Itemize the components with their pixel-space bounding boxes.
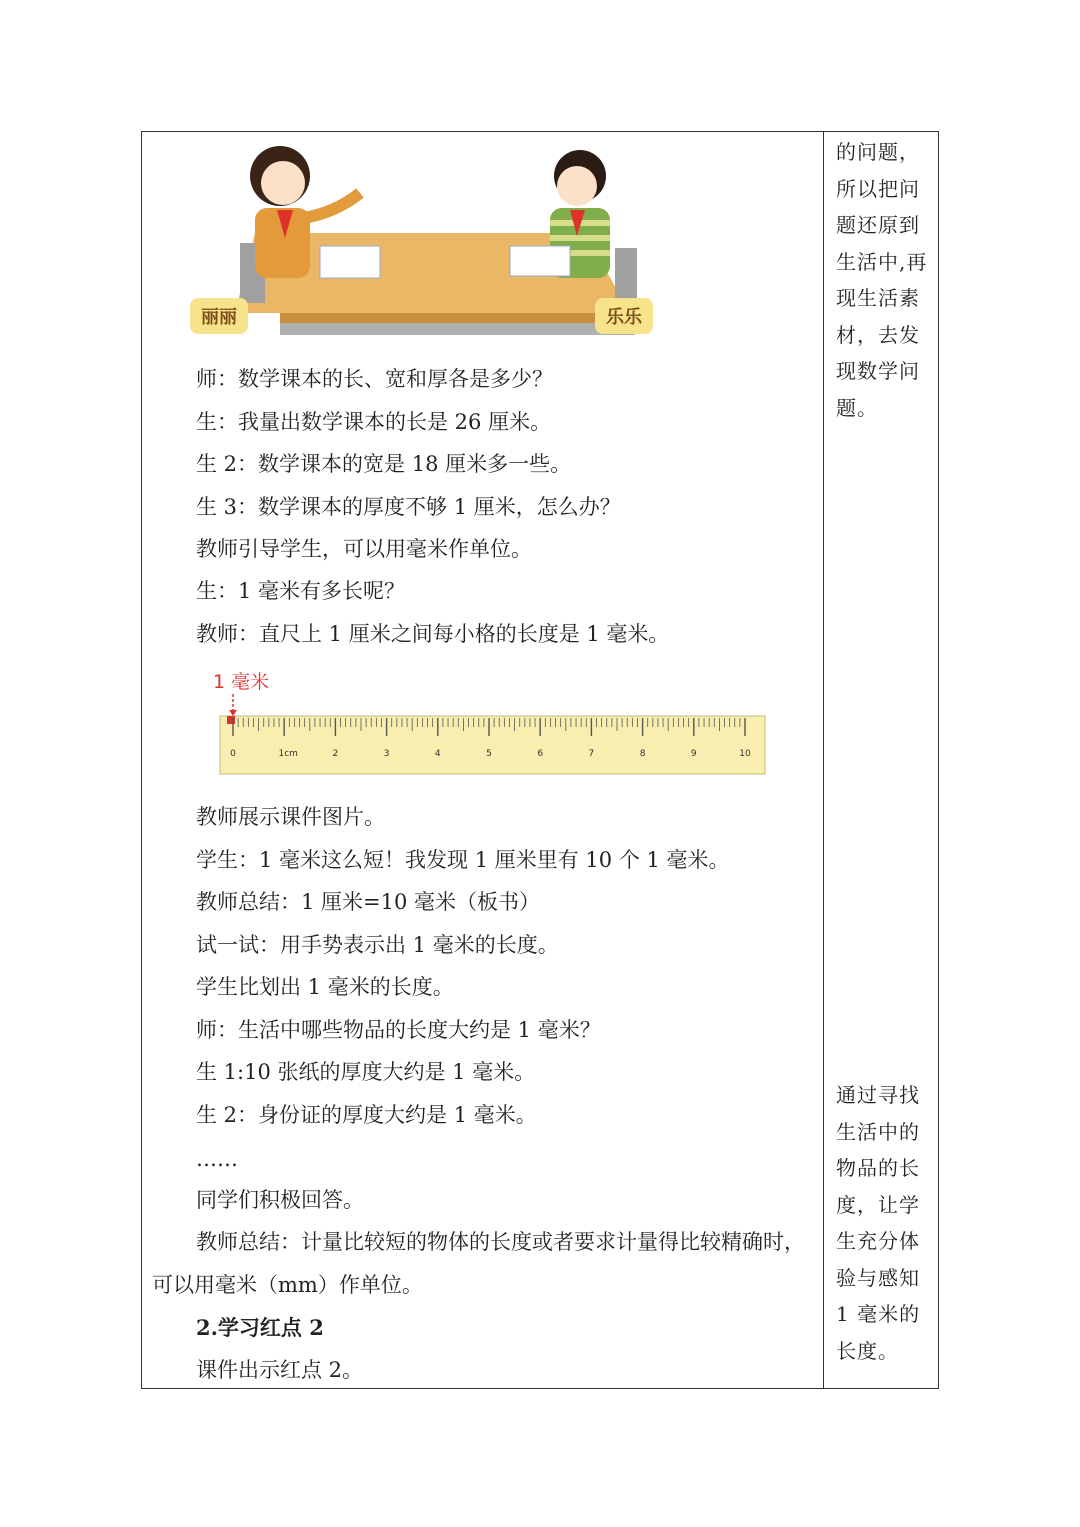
text-line: 课件出示红点 2。	[196, 1358, 364, 1382]
side-note-line: 题。	[836, 395, 878, 420]
side-note-line: 的问题，	[836, 140, 920, 164]
text-line: 教师引导学生，可以用毫米作单位。	[196, 537, 532, 561]
ruler-tick-label: 7	[588, 749, 595, 759]
ruler-tick-label: 2	[332, 749, 339, 759]
text-line: 师：数学课本的长、宽和厚各是多少？	[196, 367, 553, 391]
side-note-line: 生活中,再	[836, 249, 928, 274]
ruler-tick-label: 0	[230, 749, 236, 759]
side-note-line: 物品的长	[836, 1156, 920, 1180]
side-note-line: 1 毫米的	[836, 1302, 921, 1326]
text-line: 2.学习红点 2	[196, 1315, 324, 1340]
side-note-line: 长度。	[836, 1338, 899, 1363]
side-note-line: 生充分体	[836, 1229, 920, 1253]
text-line: 教师展示课件图片。	[196, 805, 385, 829]
side-note-line: 通过寻找	[836, 1083, 920, 1107]
text-line: 生：我量出数学课本的长是 26 厘米。	[196, 410, 552, 434]
girl-name-label: 丽丽	[201, 307, 237, 328]
side-note-line: 所以把问	[836, 176, 920, 201]
side-note-line: 度，让学	[836, 1192, 920, 1217]
side-note-bottom	[836, 1077, 931, 1369]
text-line: 教师总结：计量比较短的物体的长度或者要求计量得比较精确时，	[196, 1230, 805, 1254]
side-note-line: 材，去发	[836, 322, 920, 347]
ruler-tick-label: 6	[537, 749, 544, 759]
text-line: 可以用毫米（mm）作单位。	[152, 1273, 423, 1297]
side-note-line: 生活中的	[836, 1119, 920, 1144]
mm-label: 1 毫米	[213, 671, 270, 693]
ruler-tick-label: 5	[486, 749, 492, 759]
text-line: 生 1:10 张纸的厚度大约是 1 毫米。	[196, 1060, 536, 1084]
ruler-tick-label: 1cm	[278, 749, 298, 759]
side-note-line: 验与感知	[836, 1265, 920, 1290]
text-line: 试一试：用手势表示出 1 毫米的长度。	[196, 933, 559, 957]
text-line: 教师：直尺上 1 厘米之间每小格的长度是 1 毫米。	[196, 622, 670, 646]
side-note-top	[836, 134, 931, 426]
side-note-line: 现数学问	[836, 359, 920, 383]
text-line: 生 3：数学课本的厚度不够 1 厘米，怎么办？	[196, 495, 621, 519]
classroom-illustration	[185, 138, 655, 348]
ruler-figure	[205, 668, 775, 780]
text-line: 师：生活中哪些物品的长度大约是 1 毫米？	[196, 1018, 601, 1042]
ruler-tick-label: 8	[639, 749, 646, 759]
text-line: ……	[196, 1147, 238, 1171]
text-line: 生 2：数学课本的宽是 18 厘米多一些。	[196, 452, 572, 476]
ruler-tick-label: 10	[739, 749, 751, 759]
side-note-line: 现生活素	[836, 286, 920, 310]
ruler-tick-label: 3	[383, 749, 390, 759]
text-line: 生 2：身份证的厚度大约是 1 毫米。	[196, 1103, 537, 1127]
column-divider	[823, 131, 824, 1389]
boy-name-label: 乐乐	[606, 307, 642, 328]
text-line: 同学们积极回答。	[196, 1188, 364, 1212]
text-line: 生：1 毫米有多长呢？	[196, 579, 406, 603]
ruler-tick-label: 9	[690, 749, 697, 759]
text-line: 学生：1 毫米这么短！我发现 1 厘米里有 10 个 1 毫米。	[196, 848, 730, 872]
ruler-tick-label: 4	[434, 749, 441, 759]
side-note-line: 题还原到	[836, 213, 920, 237]
text-line: 教师总结：1 厘米=10 毫米（板书）	[196, 890, 541, 914]
text-line: 学生比划出 1 毫米的长度。	[196, 975, 454, 999]
